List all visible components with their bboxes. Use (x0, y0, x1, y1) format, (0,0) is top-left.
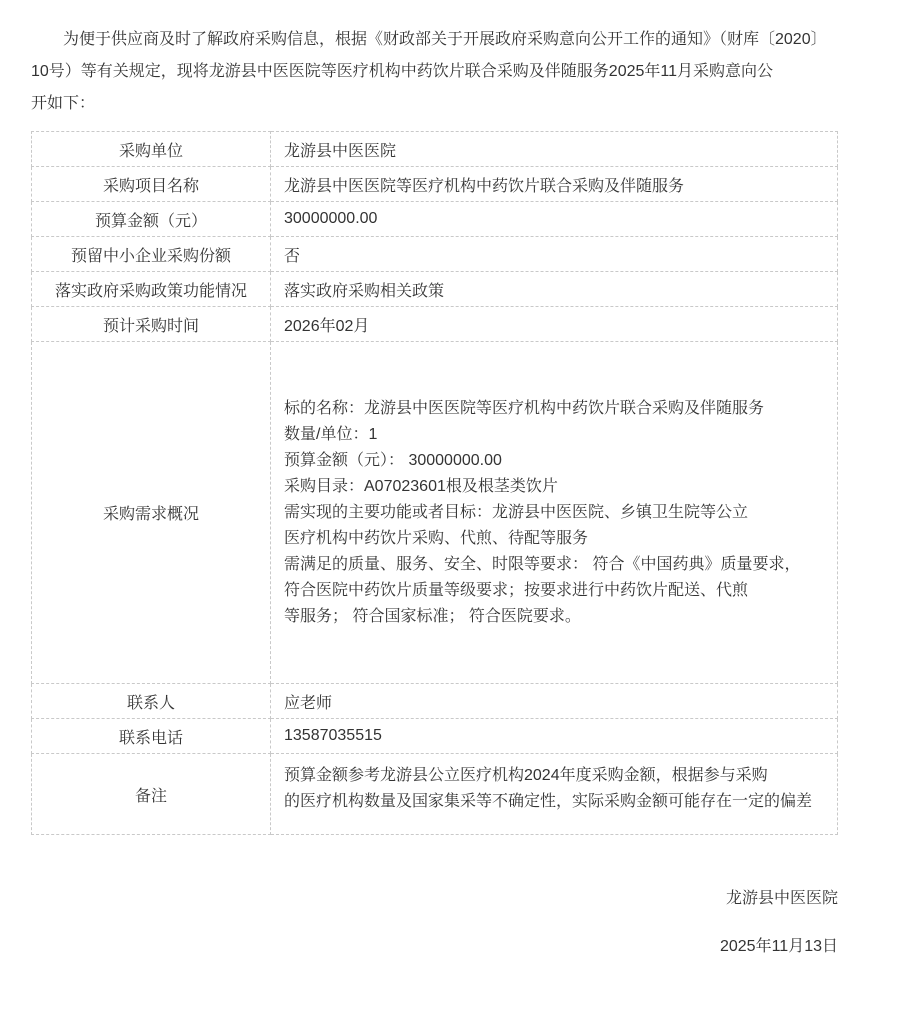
table-row-contact-phone (32, 719, 838, 754)
demand-overview-label: 采购需求概况 (32, 342, 271, 684)
procurement-info-table (31, 131, 838, 835)
table-row-remarks (32, 754, 838, 835)
table-row-project-name (32, 167, 838, 202)
table-row-estimated-purchase-time (32, 307, 838, 342)
contact-phone-value: 13587035515 (271, 719, 838, 754)
estimated-purchase-time-label: 预计采购时间 (32, 307, 271, 342)
remarks-value: 预算金额参考龙游县公立医疗机构2024年度采购金额，根据参与采购 的医疗机构数量及国家集采等不确定性，实际采购金额可能存在一定的偏差 (271, 754, 838, 835)
project-name-value: 龙游县中医医院等医疗机构中药饮片联合采购及伴随服务 (271, 167, 838, 202)
sme-reserved-share-label: 预留中小企业采购份额 (32, 237, 271, 272)
intro-line: 10号）等有关规定，现将龙游县中医医院等医疗机构中药饮片联合采购及伴随服务2025年11月采购意向公 (31, 63, 774, 80)
table-row-contact-person (32, 684, 838, 719)
policy-implementation-value: 落实政府采购相关政策 (271, 272, 838, 307)
remarks-label: 备注 (32, 754, 271, 835)
contact-person-label: 联系人 (32, 684, 271, 719)
table-row-purchaser (32, 132, 838, 167)
table-row-demand-overview (32, 342, 838, 684)
signature-date: 2025年11月13日 (719, 938, 838, 955)
sme-reserved-share-value: 否 (271, 237, 838, 272)
contact-phone-label: 联系电话 (32, 719, 271, 754)
contact-person-value: 应老师 (271, 684, 838, 719)
demand-overview-value: 标的名称：龙游县中医医院等医疗机构中药饮片联合采购及伴随服务 数量/单位：1 预算金额（元）： 30000000.00 采购目录：A07023601根及根茎类饮片 需实现的主要功能或者目标：龙游县中医医院、乡镇卫生院等公立 医疗机构中药饮片采购、代煎、待配等服务 需满足的质量、服务、安全、时限等要求： 符合《中国药典》质量要求， 符合医院中药饮片质量等级要求；按要求进行中药饮片配送、代煎 等服务； 符合国家标准； 符合医院要求。 (271, 342, 838, 684)
budget-amount-value: 30000000.00 (271, 202, 838, 237)
table-row-sme-reserved-share (32, 237, 838, 272)
intro-line: 为便于供应商及时了解政府采购信息，根据《财政部关于开展政府采购意向公开工作的通知》（财库〔2020〕 (63, 31, 827, 48)
project-name-label: 采购项目名称 (32, 167, 271, 202)
intro-paragraph (31, 24, 876, 120)
signature-organization: 龙游县中医医院 (725, 890, 838, 907)
purchaser-value: 龙游县中医医院 (271, 132, 838, 167)
purchaser-label: 采购单位 (32, 132, 271, 167)
intro-line: 开如下： (31, 95, 96, 112)
table-row-policy-implementation (32, 272, 838, 307)
estimated-purchase-time-value: 2026年02月 (271, 307, 838, 342)
budget-amount-label: 预算金额（元） (32, 202, 271, 237)
table-row-budget-amount (32, 202, 838, 237)
policy-implementation-label: 落实政府采购政策功能情况 (32, 272, 271, 307)
